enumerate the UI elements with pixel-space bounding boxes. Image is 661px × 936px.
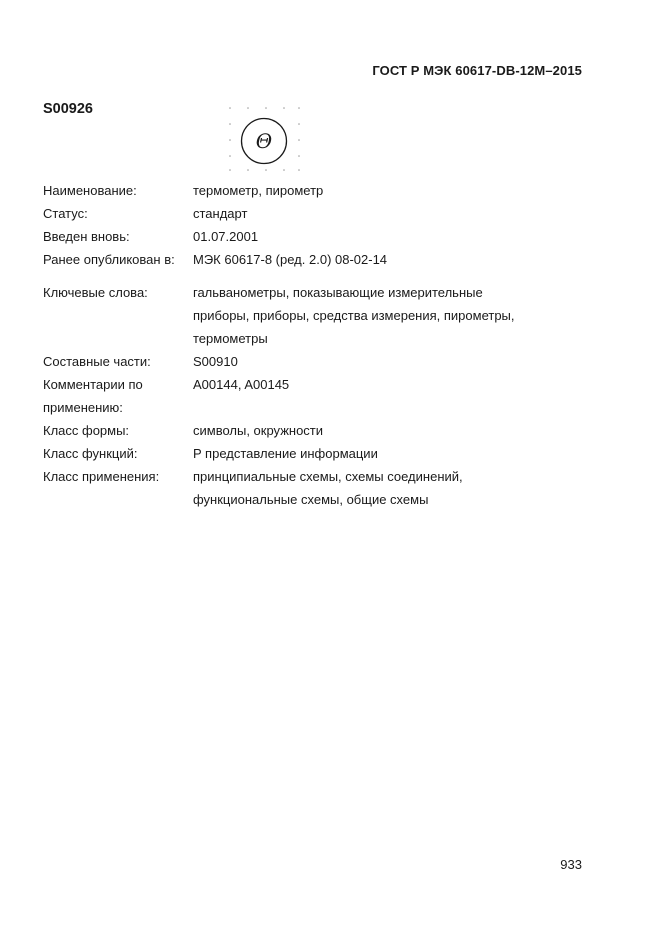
value-line: стандарт (193, 206, 248, 221)
symbol-code: S00926 (43, 101, 93, 117)
field-label: Введен вновь: (43, 229, 130, 244)
value-line: P представление информации (193, 446, 378, 461)
field-function-class (43, 442, 603, 465)
value-line: приборы, приборы, средства измерения, пирометры, (193, 308, 515, 323)
field-value (193, 419, 603, 442)
page-number: 933 (560, 857, 582, 872)
field-label: Ключевые слова: (43, 285, 148, 300)
label-line: Комментарии по (43, 377, 143, 392)
field-label: Составные части: (43, 354, 151, 369)
field-value (193, 202, 603, 225)
field-value (193, 179, 603, 202)
field-components (43, 350, 603, 373)
field-label: Статус: (43, 206, 88, 221)
theta-circle-symbol-icon (226, 104, 302, 172)
field-label: Ранее опубликован в: (43, 252, 175, 267)
field-label: Класс функций: (43, 446, 138, 461)
field-label: Наименование: (43, 183, 137, 198)
symbol-graphic (226, 104, 302, 172)
field-value (193, 225, 603, 248)
field-keywords (43, 281, 603, 350)
field-value (193, 281, 603, 350)
label-line: применению: (43, 400, 123, 415)
document-standard-title: ГОСТ Р МЭК 60617-DB-12М–2015 (372, 63, 582, 78)
field-label: Класс формы: (43, 423, 130, 438)
symbol-properties (43, 179, 603, 511)
field-name (43, 179, 603, 202)
symbol-theta-glyph: Θ (255, 129, 273, 153)
value-line: термометр, пирометр (193, 183, 324, 198)
field-introduced (43, 225, 603, 248)
field-value (193, 248, 603, 271)
field-value (193, 442, 603, 465)
value-line: символы, окружности (193, 423, 324, 438)
value-line: принципиальные схемы, схемы соединений, (193, 469, 463, 484)
field-application-notes (43, 373, 603, 419)
field-value (193, 350, 603, 373)
value-line: МЭК 60617-8 (ред. 2.0) 08-02-14 (193, 252, 388, 267)
field-status (43, 202, 603, 225)
value-line: термометры (193, 331, 268, 346)
value-line: гальванометры, показывающие измерительные (193, 285, 483, 300)
value-line: функциональные схемы, общие схемы (193, 492, 429, 507)
field-previously-published (43, 248, 603, 271)
field-application-class (43, 465, 603, 511)
field-value (193, 373, 603, 419)
value-line: 01.07.2001 (193, 229, 259, 244)
field-value (193, 465, 603, 511)
field-shape-class (43, 419, 603, 442)
value-line: A00144, A00145 (193, 377, 290, 392)
value-line: S00910 (193, 354, 238, 369)
field-label (43, 373, 193, 419)
field-label: Класс применения: (43, 469, 160, 484)
